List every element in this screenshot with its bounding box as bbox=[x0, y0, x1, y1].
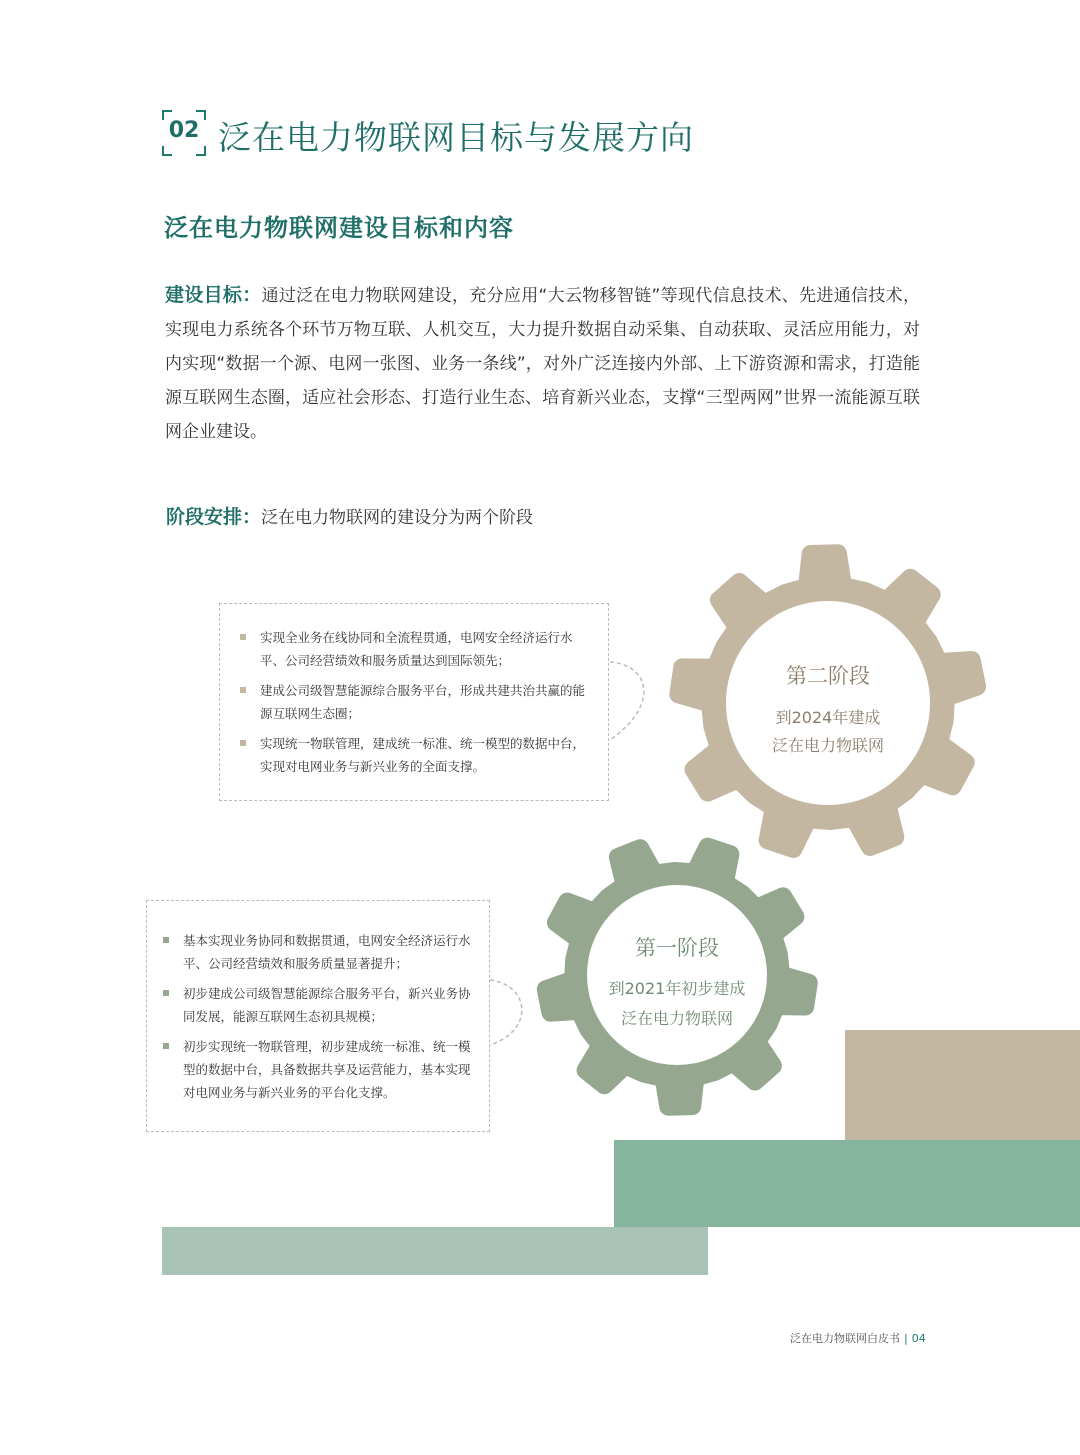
goal-label: 建设目标： bbox=[165, 284, 262, 306]
list-item: 初步实现统一物联管理，初步建成统一标准、统一模型的数据中台，具备数据共享及运营能力，基本实现对电网业务与新兴业务的平台化支撑。 bbox=[161, 1035, 475, 1104]
stage2-label bbox=[728, 660, 928, 760]
footer-doc-name: 泛在电力物联网白皮书 bbox=[790, 1332, 900, 1345]
bullet-square-icon bbox=[163, 990, 169, 996]
stage1-title: 第一阶段 bbox=[635, 936, 719, 960]
list-item: 建成公司级智慧能源综合服务平台，形成共建共治共赢的能源互联网生态圈； bbox=[238, 679, 590, 725]
stage2-title: 第二阶段 bbox=[786, 664, 870, 688]
page-title: 泛在电力物联网目标与发展方向 bbox=[218, 118, 694, 157]
connector-stage2 bbox=[610, 662, 644, 740]
goal-text: 通过泛在电力物联网建设，充分应用“大云物移智链”等现代信息技术、先进通信技术，实现电力系统各个环节万物互联、人机交互，大力提升数据自动采集、自动获取、灵活应用能力，对内实现“数据一个源、电网一张图、业务一条线”，对外广泛连接内外部、上下游资源和需求，打造能源互联网生态圈，适应社会形态、打造行业生态、培育新兴业态，支撑“三型两网”世界一流能源互联网企业建设。 bbox=[165, 286, 920, 442]
stage2-list bbox=[238, 626, 590, 778]
subsection-title: 泛在电力物联网建设目标和内容 bbox=[164, 214, 514, 242]
stage1-line1: 到2021年初步建成 bbox=[608, 979, 746, 998]
connector-stage1 bbox=[490, 980, 522, 1045]
page-number: 04 bbox=[911, 1332, 926, 1345]
stage-text: 泛在电力物联网的建设分为两个阶段 bbox=[261, 508, 534, 528]
stage2-line1: 到2024年建成 bbox=[775, 708, 881, 727]
stage1-label bbox=[577, 932, 777, 1034]
list-item: 实现全业务在线协同和全流程贯通，电网安全经济运行水平、公司经营绩效和服务质量达到国际领先； bbox=[238, 626, 590, 672]
stage1-box bbox=[146, 900, 490, 1132]
stage1-list bbox=[161, 929, 475, 1104]
bullet-square-icon bbox=[240, 687, 246, 693]
bullet-square-icon bbox=[240, 634, 246, 640]
bullet-square-icon bbox=[163, 1043, 169, 1049]
list-item: 实现统一物联管理，建成统一标准、统一模型的数据中台，实现对电网业务与新兴业务的全面支撑。 bbox=[238, 732, 590, 778]
stage2-box bbox=[219, 603, 609, 801]
list-item: 初步建成公司级智慧能源综合服务平台，新兴业务协同发展，能源互联网生态初具规模； bbox=[161, 982, 475, 1028]
stage-label: 阶段安排： bbox=[166, 506, 262, 528]
section-number: 02 bbox=[168, 118, 200, 143]
list-item: 基本实现业务协同和数据贯通，电网安全经济运行水平、公司经营绩效和服务质量显著提升； bbox=[161, 929, 475, 975]
stage1-line2: 泛在电力物联网 bbox=[620, 1009, 733, 1028]
page-footer: 泛在电力物联网白皮书 | 04 bbox=[790, 1332, 926, 1345]
stage2-line2: 泛在电力物联网 bbox=[771, 736, 884, 755]
bullet-square-icon bbox=[163, 937, 169, 943]
bullet-square-icon bbox=[240, 740, 246, 746]
